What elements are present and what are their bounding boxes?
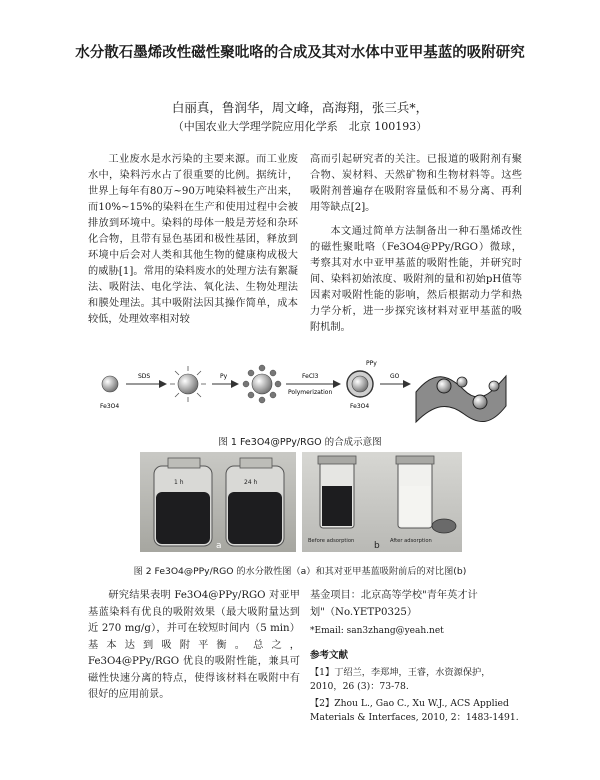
- intro-paragraph-1-continued: 高而引起研究者的关注。已报道的吸附剂有聚合物、炭材料、天然矿物和生物材料等。这些吸附剂普遍存在吸附容量低和不易分离、再利用等缺点[2]。: [310, 154, 522, 213]
- results-paragraph: 研究结果表明 Fe3O4@PPy/RGO 对亚甲基蓝染料有优良的吸附效果（最大吸附量达到近 270 mg/g），并可在较短时间内（5 min）基本达到吸附平衡。总之，Fe3O4@PPy/RGO 优良的吸附性能，兼具可磁性快速分离的特点，使得该材料在吸附中有很好的应用前景。: [88, 590, 300, 700]
- figure-1-caption: 图 1 Fe3O4@PPy/RGO 的合成示意图: [218, 437, 382, 448]
- go-label: GO: [390, 373, 400, 380]
- fe3o4-particle: [102, 376, 118, 392]
- footnote-column: [310, 588, 522, 728]
- affiliation: （中国农业大学理学院应用化学系 北京 100193）: [172, 120, 428, 133]
- vial-before-adsorption: [318, 456, 356, 528]
- sds-label: SDS: [138, 373, 151, 380]
- intro-column-right: [310, 152, 522, 336]
- after-adsorption-label: After adsorption: [390, 538, 432, 544]
- results-column: [88, 588, 300, 704]
- magnet: [432, 519, 456, 533]
- fecl3-label: FeCl3: [302, 373, 319, 380]
- py-label: Py: [220, 373, 228, 380]
- vial-1h: [154, 458, 212, 546]
- polymerization-label: Polymerization: [288, 389, 333, 396]
- funding-note: 基金项目：北京高等学校"青年英才计划"（No.YETP0325）: [310, 590, 478, 618]
- adsorption-photo-b: [302, 452, 462, 552]
- paper-title: 水分散石墨烯改性磁性聚吡咯的合成及其对水体中亚甲基蓝的吸附研究: [75, 45, 525, 61]
- vial-24h: [226, 458, 284, 546]
- ppy-coated-particle: [347, 371, 373, 397]
- author-list: 白丽真，鲁润华，周文峰，高海翔，张三兵*，: [171, 100, 429, 115]
- vial-after-adsorption: [396, 456, 434, 528]
- reference-item: 【1】丁绍兰，李郑坤，王睿，水资源保护，2010，26 (3)：73-78.: [310, 667, 491, 692]
- references-heading: 参考文献: [310, 649, 349, 661]
- fe3o4-label: Fe3O4: [100, 403, 120, 410]
- py-loaded-particle: [243, 365, 281, 403]
- synthesis-scheme-figure: [88, 352, 508, 428]
- intro-column-left: [88, 152, 298, 328]
- panel-a-label: a: [216, 541, 222, 551]
- panel-b-label: b: [374, 541, 380, 551]
- corresponding-email: *Email: san3zhang@yeah.net: [310, 626, 444, 636]
- reference-item: 【2】Zhou L., Gao C., Xu W.J., ACS Applied Materials & Interfaces, 2010, 2：1483-1491.: [310, 698, 519, 723]
- ppy-label: PPy: [366, 360, 377, 367]
- sds-coated-particle: [170, 366, 206, 402]
- intro-paragraph-1: 工业废水是水污染的主要来源。而工业废水中，染料污水占了很重要的比例。据统计，世界上每年有80万~90万吨染料被生产出来，而10%~15%的染料在生产和使用过程中会被排放到环境中。染料的母体一般是芳烃和杂环化合物，且带有显色基团和极性基团，释放到环境中后会对人类和其他生物的健康构成极大的威胁[1]。常用的染料废水的处理方法有絮凝法、吸附法、电化学法、氧化法、生物处理法和膜处理法。其中吸附法因其操作简单，成本较低，处理效率相对较: [88, 154, 298, 325]
- vial-1h-label: 1 h: [174, 479, 184, 486]
- vial-24h-label: 24 h: [244, 479, 258, 486]
- figure-2-caption: 图 2 Fe3O4@PPy/RGO 的水分散性图（a）和其对亚甲基蓝吸附前后的对比图(b): [133, 566, 467, 577]
- fe3o4-core-label: Fe3O4: [350, 403, 370, 410]
- before-adsorption-label: Before adsorption: [308, 538, 355, 544]
- intro-paragraph-2: 本文通过简单方法制备出一种石墨烯改性的磁性聚吡咯（Fe3O4@PPy/RGO）微球，考察其对水中亚甲基蓝的吸附性能，并研究时间、染料初始浓度、吸附剂的量和初始pH值等因素对吸附性能的影响，然后根据动力学和热力学分析，进一步探究该材料对亚甲基蓝的吸附机制。: [310, 226, 522, 333]
- dispersion-photo-a: [140, 452, 296, 552]
- graphene-sheet-composite: [416, 376, 506, 422]
